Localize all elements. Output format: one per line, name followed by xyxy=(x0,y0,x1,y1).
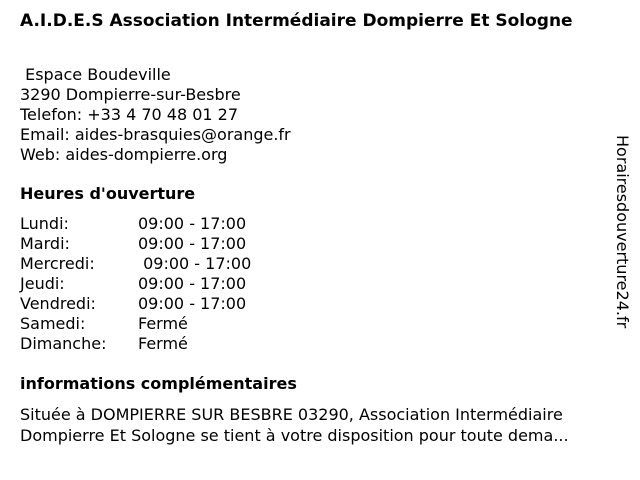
address-email: Email: aides-brasquies@orange.fr xyxy=(20,125,291,144)
hours-day: Samedi: xyxy=(20,314,86,333)
additional-info-text: Située à DOMPIERRE SUR BESBRE 03290, Association Intermédiaire Dompierre Et Sologne se tient à votre disposition pour toute dema... xyxy=(20,405,569,445)
hours-row-wednesday xyxy=(20,254,320,274)
hours-day: Mercredi: xyxy=(20,254,95,273)
hours-time: 09:00 - 17:00 xyxy=(138,274,247,293)
hours-day: Mardi: xyxy=(20,234,70,253)
hours-row-thursday xyxy=(20,274,320,294)
page-title: A.I.D.E.S Association Intermédiaire Dompierre Et Sologne xyxy=(20,11,573,31)
additional-info-heading: informations complémentaires xyxy=(20,374,297,393)
hours-time: 09:00 - 17:00 xyxy=(138,214,247,233)
hours-day: Lundi: xyxy=(20,214,69,233)
hours-time: Fermé xyxy=(138,334,188,353)
hours-day: Vendredi: xyxy=(20,294,96,313)
hours-time: 09:00 - 17:00 xyxy=(138,294,247,313)
address-block xyxy=(20,65,291,165)
hours-row-friday xyxy=(20,294,320,314)
hours-time: Fermé xyxy=(138,314,188,333)
hours-time: 09:00 - 17:00 xyxy=(138,234,247,253)
hours-row-tuesday xyxy=(20,234,320,254)
opening-hours-table xyxy=(20,214,320,354)
address-web: Web: aides-dompierre.org xyxy=(20,145,228,164)
site-watermark: Horairesdouverture24.fr xyxy=(613,135,632,329)
address-city: 3290 Dompierre-sur-Besbre xyxy=(20,85,241,104)
hours-row-saturday xyxy=(20,314,320,334)
hours-row-sunday xyxy=(20,334,320,354)
hours-row-monday xyxy=(20,214,320,234)
hours-time: 09:00 - 17:00 xyxy=(138,254,252,273)
address-street: Espace Boudeville xyxy=(20,65,171,84)
address-phone: Telefon: +33 4 70 48 01 27 xyxy=(20,105,239,124)
opening-hours-heading: Heures d'ouverture xyxy=(20,184,196,203)
hours-day: Dimanche: xyxy=(20,334,107,353)
hours-day: Jeudi: xyxy=(20,274,65,293)
